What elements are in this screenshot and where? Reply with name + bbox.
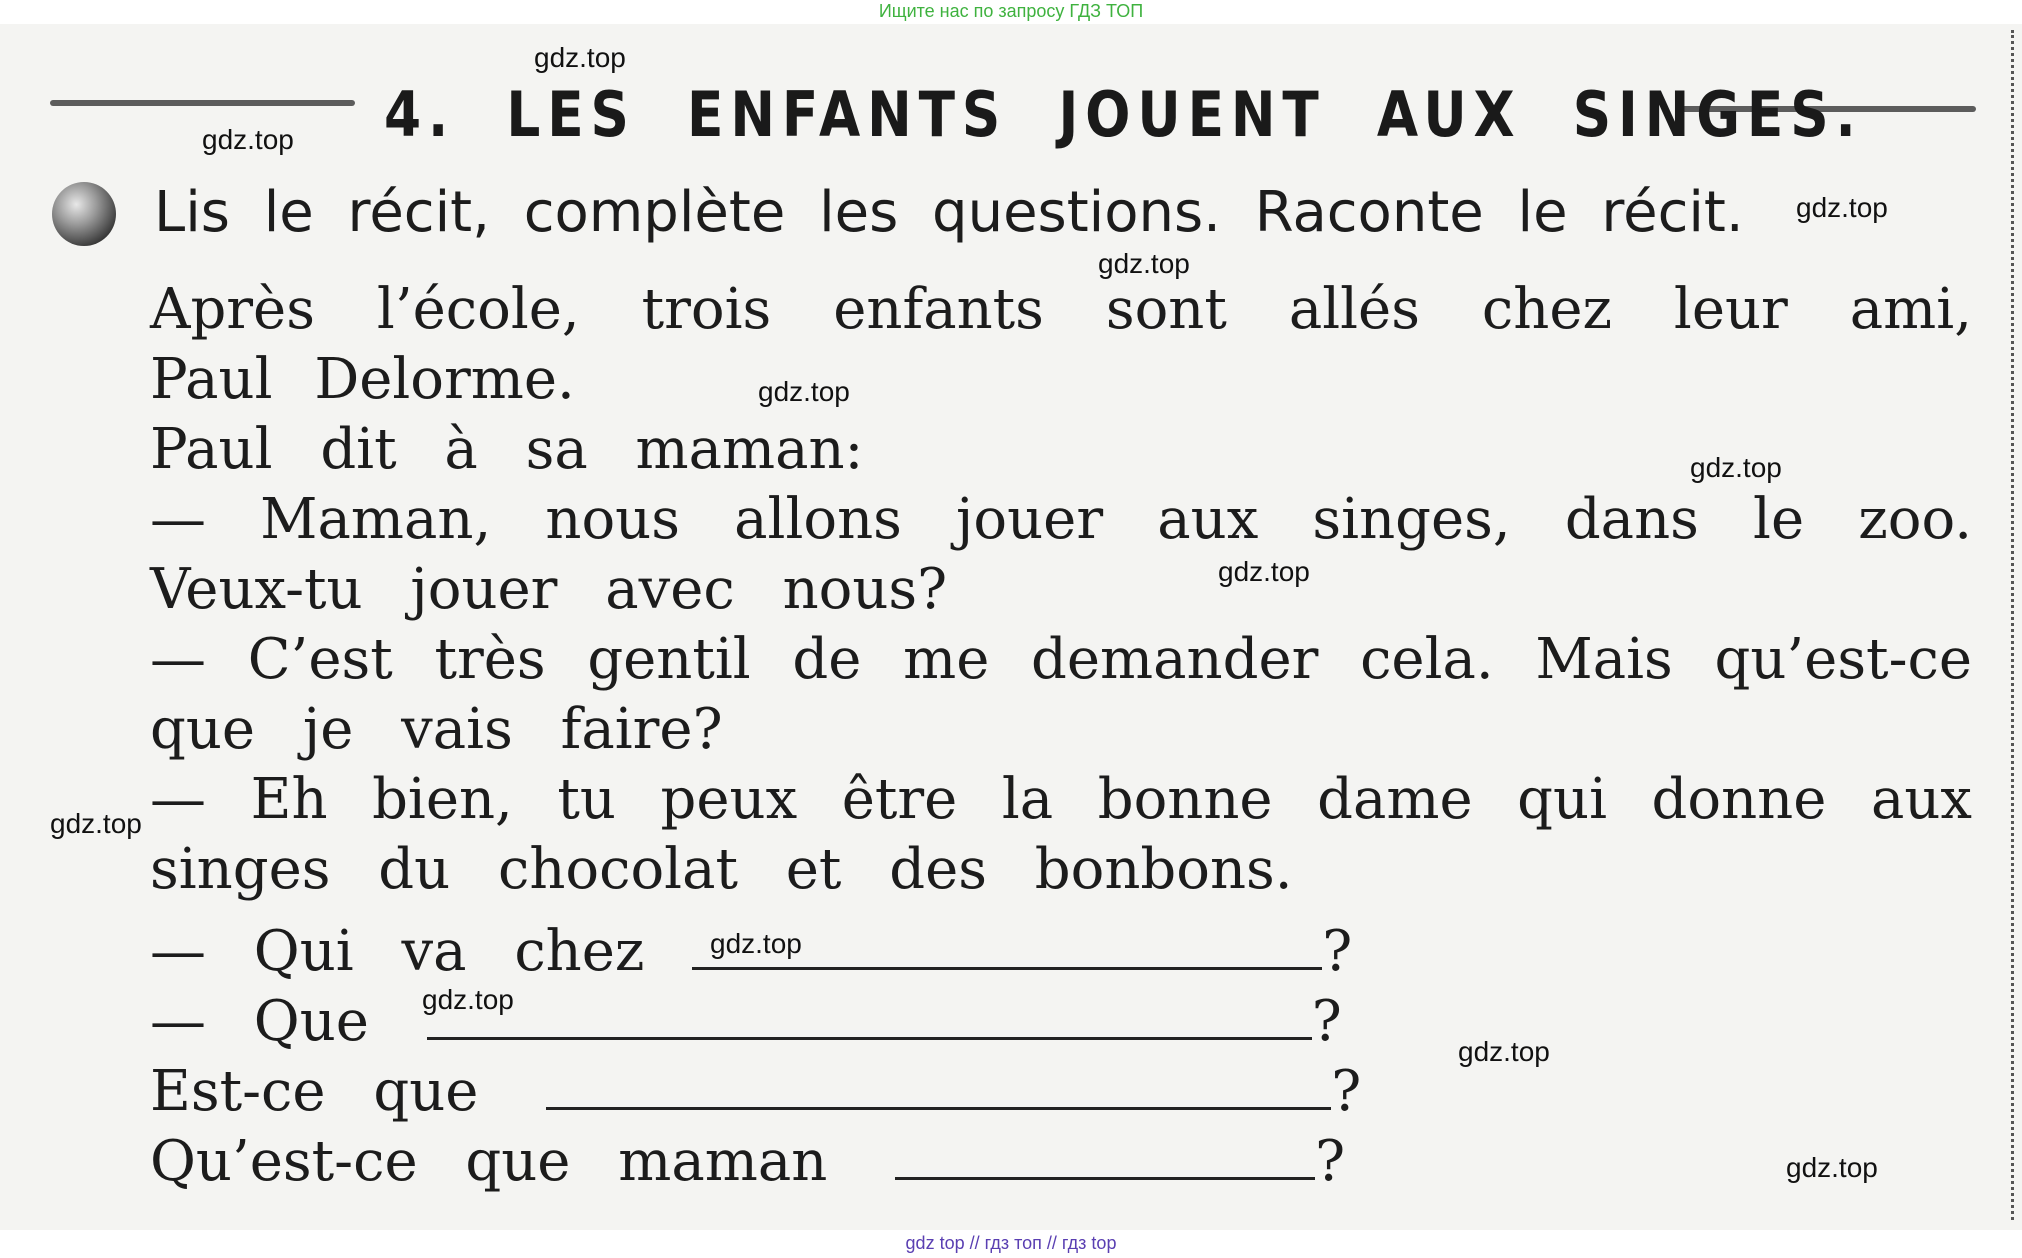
question-1	[150, 915, 1972, 987]
story-line-2: Paul Delorme.	[150, 347, 575, 412]
bottom-banner[interactable]: gdz top // гдз топ // гдз top	[0, 1230, 2022, 1258]
story-line-8: — Eh bien, tu peux être la bonne dame qui donne aux	[150, 767, 1972, 832]
question-4-text: Qu’est-ce que maman	[150, 1129, 828, 1194]
watermark: gdz.top	[1796, 192, 1888, 223]
watermark: gdz.top	[758, 376, 850, 407]
watermark: gdz.top	[50, 808, 142, 839]
watermark: gdz.top	[1218, 556, 1310, 587]
exercise-bullet-icon	[52, 182, 116, 246]
exercise-title: 4. LES ENFANTS JOUENT AUX SINGES.	[384, 78, 1863, 151]
watermark: gdz.top	[1458, 1036, 1550, 1067]
watermark: gdz.top	[534, 42, 626, 73]
question-3-text: Est-ce que	[150, 1059, 479, 1124]
watermark: gdz.top	[202, 124, 294, 155]
title-rule-left	[50, 100, 355, 106]
story-line-9: singes du chocolat et des bonbons.	[150, 837, 1293, 902]
question-2-mark: ?	[1311, 989, 1342, 1054]
watermark: gdz.top	[710, 928, 802, 959]
question-2-text: — Que	[150, 989, 369, 1054]
question-1-mark: ?	[1322, 919, 1353, 984]
question-4-mark: ?	[1315, 1129, 1346, 1194]
story-line-5: Veux-tu jouer avec nous?	[150, 557, 948, 622]
answer-blank-2[interactable]	[427, 985, 1312, 1040]
story-line-4: — Maman, nous allons jouer aux singes, dans le zoo.	[150, 487, 1972, 552]
story-line-7: que je vais faire?	[150, 697, 723, 762]
story-line-3: Paul dit à sa maman:	[150, 417, 864, 482]
story-line-6: — C’est très gentil de me demander cela. Mais qu’est-ce	[150, 627, 1972, 692]
watermark: gdz.top	[422, 984, 514, 1015]
question-3	[150, 1055, 1972, 1127]
story-line-1: Après l’école, trois enfants sont allés chez leur ami,	[150, 277, 1972, 342]
question-4	[150, 1125, 1972, 1197]
exercise-instruction: Lis le récit, complète les questions. Raconte le récit.	[154, 180, 1744, 245]
answer-blank-3[interactable]	[546, 1055, 1331, 1110]
question-1-text: — Qui va chez	[150, 919, 645, 984]
watermark: gdz.top	[1098, 248, 1190, 279]
answer-blank-4[interactable]	[895, 1125, 1315, 1180]
top-banner[interactable]: Ищите нас по запросу ГДЗ ТОП	[0, 0, 2022, 24]
watermark: gdz.top	[1786, 1152, 1878, 1183]
page-edge-dots	[2011, 30, 2014, 1220]
watermark: gdz.top	[1690, 452, 1782, 483]
question-3-mark: ?	[1331, 1059, 1362, 1124]
